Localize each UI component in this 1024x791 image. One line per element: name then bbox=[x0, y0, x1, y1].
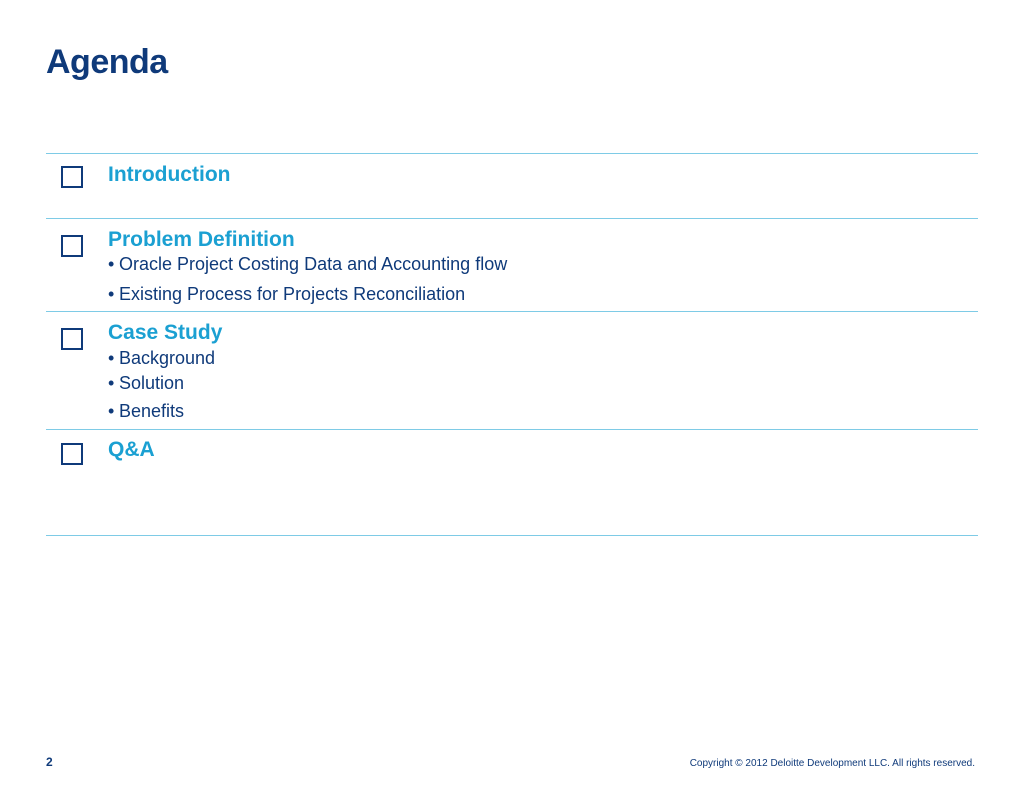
agenda-subitem: • Solution bbox=[108, 370, 978, 397]
agenda-subitems bbox=[108, 346, 978, 425]
checkbox-icon bbox=[61, 166, 83, 188]
agenda-list bbox=[46, 153, 978, 536]
agenda-subitem: • Background bbox=[108, 348, 216, 368]
agenda-item-case-study bbox=[46, 312, 978, 430]
agenda-subitems bbox=[108, 253, 978, 305]
agenda-subitem: • Oracle Project Costing Data and Accounting flow bbox=[108, 254, 508, 274]
agenda-subitem: • Existing Process for Projects Reconciliation bbox=[108, 284, 466, 304]
bullet-icon: • bbox=[108, 401, 115, 421]
checkbox-icon bbox=[61, 328, 83, 350]
agenda-item-problem-definition bbox=[46, 219, 978, 312]
bullet-icon: • bbox=[108, 373, 115, 393]
slide-title: Agenda bbox=[46, 43, 168, 81]
agenda-item-introduction bbox=[46, 154, 978, 219]
copyright-notice: Copyright © 2012 Deloitte Development LLC. All rights reserved. bbox=[689, 758, 975, 769]
bullet-icon: • bbox=[108, 254, 115, 274]
agenda-subitem: • Benefits bbox=[108, 397, 978, 425]
page-number: 2 bbox=[46, 755, 53, 769]
agenda-item-heading: Problem Definition bbox=[108, 228, 295, 251]
checkbox-icon bbox=[61, 235, 83, 257]
agenda-item-qa bbox=[46, 430, 978, 536]
agenda-item-heading: Introduction bbox=[108, 163, 231, 186]
checkbox-icon bbox=[61, 443, 83, 465]
bullet-icon: • bbox=[108, 284, 115, 304]
agenda-item-heading: Q&A bbox=[108, 438, 155, 461]
agenda-item-heading: Case Study bbox=[108, 321, 223, 344]
bullet-icon: • bbox=[108, 348, 115, 368]
